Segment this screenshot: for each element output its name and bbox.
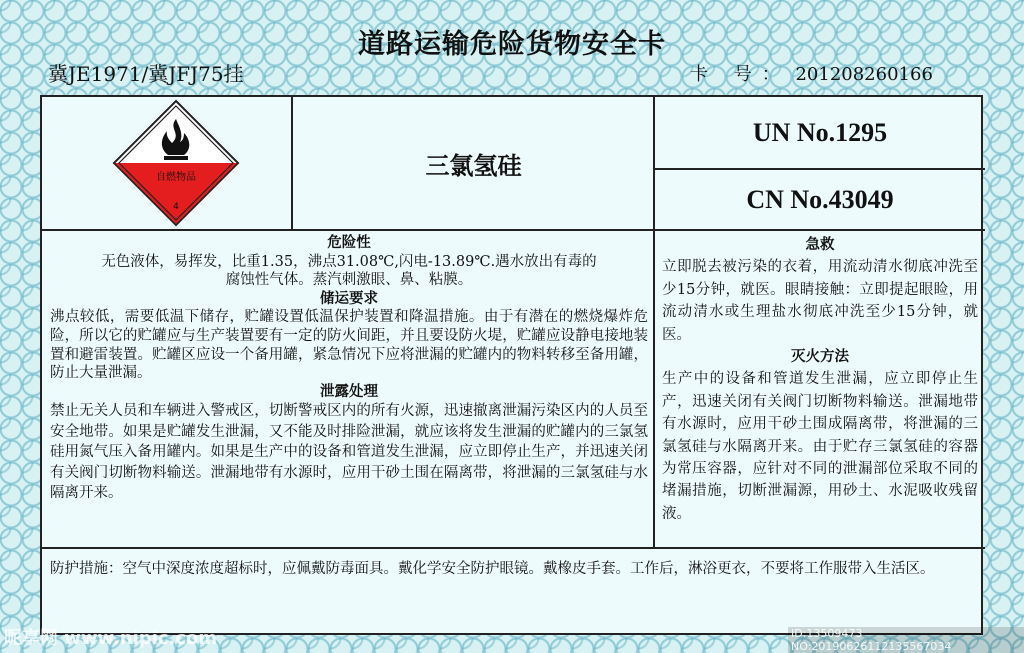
un-number: UN No.1295 <box>752 118 888 147</box>
right-section <box>662 234 978 525</box>
card-number-label: 卡 号： <box>690 64 790 85</box>
hazard-class-number: 4 <box>173 202 179 212</box>
hazard-heading: 危险性 <box>327 234 371 251</box>
hazard-sign-label: 自燃物品 <box>156 172 196 183</box>
first-aid-heading: 急救 <box>805 236 835 253</box>
fire-fighting-text: 生产中的设备和管道发生泄漏，应立即停止生产，迅速关闭有关阀门切断物料输送。泄漏地带有水源时，应用干砂土围成隔离带，将泄漏的三氯氢硅与水隔离开来。由于贮存三氯氢硅的容器为常压容器，应针对不同的泄漏部位采取不同的堵漏措施，切断泄漏源，用砂土、水泥吸收残留液。 <box>662 371 978 522</box>
vehicle-plate: 冀JE1971/冀JFJ75挂 <box>48 62 244 86</box>
hazard-text: 无色液体，易挥发，比重1.35，沸点31.08℃,闪电-13.89℃.遇水放出有毒的 <box>101 253 597 270</box>
leak-text: 禁止无关人员和车辆进入警戒区，切断警戒区内的所有火源，迅速撤离泄漏污染区内的人员至安全地带。如果是贮罐发生泄漏，又不能及时排险泄漏，就应该将发生泄漏的贮罐内的三氯氢硅用氮气压入备用罐内。如果是生产中的设备和管道发生泄漏，应立即停止生产，并迅速关闭有关阀门切断物料输送。泄漏地带有水源时，应用干砂土围在隔离带，将泄漏的三氯氢硅与水隔离开来。 <box>50 403 648 502</box>
card-number-value: 201208260166 <box>795 64 933 85</box>
hazard-sign <box>42 97 292 229</box>
divider <box>42 229 985 231</box>
hazard-text-line2: 腐蚀性气体。蒸汽刺激眼、鼻、粘膜。 <box>225 272 473 289</box>
left-section <box>50 234 648 504</box>
storage-text: 沸点较低，需要低温下储存，贮罐设置低温保护装置和降温措施。由于有潜在的燃烧爆炸危险，所以它的贮罐应与生产装置要有一定的防火间距，并且要设防火堤，贮罐应设静电接地装置和避雷装置。贮罐区应设一个备用罐，紧急情况下应将泄漏的贮罐内的物料转移至备用罐，防止大量泄漏。 <box>50 309 648 382</box>
first-aid-text: 立即脱去被污染的衣着，用流动清水彻底冲洗至少15分钟，就医。眼睛接触：立即提起眼睑，用流动清水或生理盐水彻底冲洗至少15分钟，就医。 <box>662 259 978 343</box>
card-number <box>690 60 933 86</box>
fire-fighting-heading: 灭火方法 <box>791 348 849 366</box>
leak-heading: 泄露处理 <box>320 382 378 400</box>
cn-number: CN No.43049 <box>746 184 894 214</box>
watermark-id: ID:13509473 NO:20190626112135567034 <box>788 627 1024 653</box>
divider <box>42 547 985 549</box>
watermark-logo: 昵享网 www.nipic.com <box>4 628 218 649</box>
protection-measures: 防护措施：空气中深度浓度超标时，应佩戴防毒面具。戴化学安全防护眼镜。戴橡皮手套。工作后，淋浴更衣，不要将工作服带入生活区。 <box>50 561 935 577</box>
safety-card-table <box>40 95 983 635</box>
storage-heading: 储运要求 <box>320 289 378 307</box>
spontaneous-combustion-sign-icon <box>112 99 240 227</box>
chemical-name: 三氯氢硅 <box>425 150 522 180</box>
card-title: 道路运输危险货物安全卡 <box>358 29 666 60</box>
